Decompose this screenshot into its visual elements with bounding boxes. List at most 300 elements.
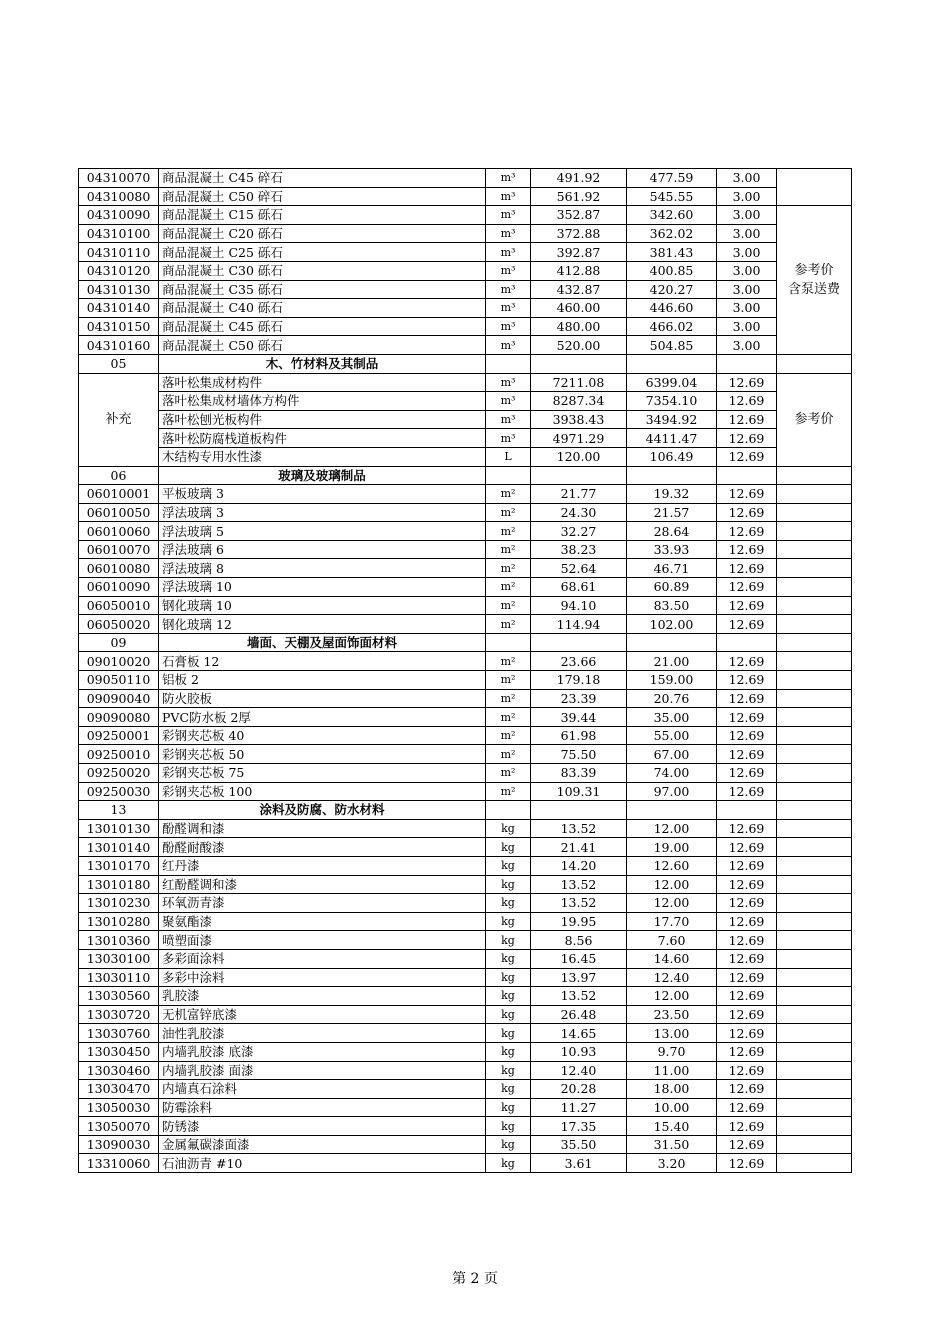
empty-cell [627,801,717,820]
empty-cell [777,1005,852,1024]
item-price-incl-tax: 10.93 [531,1042,627,1061]
empty-cell [777,689,852,708]
item-price-excl-tax: 12.40 [627,968,717,987]
section-code: 09 [79,633,159,652]
table-row [79,856,852,875]
table-row [79,782,852,801]
item-tax-rate: 12.69 [717,1042,777,1061]
table-row [79,652,852,671]
empty-cell [777,1080,852,1099]
price-table [78,168,852,1173]
item-unit: m³ [486,187,531,206]
table-row [79,280,852,299]
item-code: 09250010 [79,745,159,764]
empty-cell [777,522,852,541]
item-tax-rate: 12.69 [717,447,777,466]
empty-cell [777,987,852,1006]
item-name: 内墙乳胶漆 面漆 [159,1061,486,1080]
item-code: 13030720 [79,1005,159,1024]
item-unit: kg [486,1117,531,1136]
item-name: 落叶松防腐栈道板构件 [159,429,486,448]
empty-cell [777,1024,852,1043]
note-line: 参考价 [794,263,834,279]
item-name: 环氧沥青漆 [159,894,486,913]
item-code: 13050070 [79,1117,159,1136]
item-price-excl-tax: 23.50 [627,1005,717,1024]
item-unit: m² [486,522,531,541]
item-tax-rate: 12.69 [717,1080,777,1099]
item-unit: m³ [486,373,531,392]
item-unit: m² [486,764,531,783]
item-name: 喷塑面漆 [159,931,486,950]
item-name: 多彩面涂料 [159,949,486,968]
item-price-incl-tax: 114.94 [531,615,627,634]
item-code: 13010130 [79,819,159,838]
item-price-incl-tax: 52.64 [531,559,627,578]
item-code: 09090080 [79,708,159,727]
empty-cell [531,354,627,373]
item-price-excl-tax: 400.85 [627,261,717,280]
table-row [79,726,852,745]
item-price-incl-tax: 13.52 [531,875,627,894]
item-code: 09050110 [79,671,159,690]
item-name: 商品混凝土 C25 砾石 [159,243,486,262]
item-code: 09010020 [79,652,159,671]
item-code: 06010050 [79,503,159,522]
table-row [79,671,852,690]
empty-cell [486,466,531,485]
item-unit: m³ [486,336,531,355]
item-tax-rate: 12.69 [717,875,777,894]
item-name: 石膏板 12 [159,652,486,671]
item-tax-rate: 12.69 [717,1154,777,1173]
item-code: 04310110 [79,243,159,262]
item-unit: m² [486,596,531,615]
item-code: 13050030 [79,1098,159,1117]
item-price-excl-tax: 7354.10 [627,392,717,411]
table-row [79,540,852,559]
item-tax-rate: 12.69 [717,838,777,857]
item-code: 04310090 [79,206,159,225]
table-row [79,764,852,783]
item-code: 04310070 [79,169,159,188]
item-unit: kg [486,875,531,894]
item-tax-rate: 12.69 [717,410,777,429]
item-name: 防霉涂料 [159,1098,486,1117]
item-unit: kg [486,912,531,931]
item-price-incl-tax: 19.95 [531,912,627,931]
item-code: 04310150 [79,317,159,336]
item-tax-rate: 12.69 [717,1024,777,1043]
table-row [79,1098,852,1117]
empty-cell [717,633,777,652]
item-price-excl-tax: 12.00 [627,819,717,838]
item-name: 酚醛耐酸漆 [159,838,486,857]
item-unit: kg [486,1005,531,1024]
item-price-excl-tax: 159.00 [627,671,717,690]
item-name: 防锈漆 [159,1117,486,1136]
reference-price-note [777,206,852,355]
empty-cell [777,968,852,987]
section-row [79,354,852,373]
item-tax-rate: 12.69 [717,968,777,987]
item-tax-rate: 12.69 [717,485,777,504]
item-unit: m² [486,726,531,745]
item-price-incl-tax: 520.00 [531,336,627,355]
item-unit: m³ [486,410,531,429]
item-name: 落叶松集成材构件 [159,373,486,392]
item-unit: m² [486,782,531,801]
section-title: 玻璃及玻璃制品 [159,466,486,485]
item-unit: kg [486,894,531,913]
empty-cell [777,745,852,764]
item-price-incl-tax: 4971.29 [531,429,627,448]
item-code: 04310120 [79,261,159,280]
item-name: 浮法玻璃 5 [159,522,486,541]
item-price-excl-tax: 12.00 [627,894,717,913]
item-unit: m² [486,652,531,671]
item-price-incl-tax: 23.66 [531,652,627,671]
empty-cell [777,503,852,522]
supplement-label: 补充 [79,373,159,466]
item-tax-rate: 12.69 [717,578,777,597]
item-name: 落叶松刨光板构件 [159,410,486,429]
table-row [79,299,852,318]
empty-cell [486,801,531,820]
item-tax-rate: 12.69 [717,503,777,522]
item-price-excl-tax: 545.55 [627,187,717,206]
item-price-incl-tax: 3.61 [531,1154,627,1173]
item-price-incl-tax: 38.23 [531,540,627,559]
item-tax-rate: 12.69 [717,615,777,634]
empty-cell [777,949,852,968]
item-price-incl-tax: 24.30 [531,503,627,522]
item-price-excl-tax: 342.60 [627,206,717,225]
table-row [79,522,852,541]
item-tax-rate: 12.69 [717,1061,777,1080]
item-unit: L [486,447,531,466]
table-row [79,912,852,931]
empty-cell [531,633,627,652]
item-unit: m³ [486,317,531,336]
empty-cell [777,485,852,504]
item-tax-rate: 12.69 [717,596,777,615]
empty-cell [531,466,627,485]
item-price-incl-tax: 352.87 [531,206,627,225]
empty-cell [627,633,717,652]
item-price-excl-tax: 12.00 [627,987,717,1006]
item-price-incl-tax: 21.41 [531,838,627,857]
item-tax-rate: 12.69 [717,1005,777,1024]
item-tax-rate: 12.69 [717,987,777,1006]
item-name: 商品混凝土 C50 砾石 [159,336,486,355]
item-tax-rate: 12.69 [717,652,777,671]
item-price-excl-tax: 97.00 [627,782,717,801]
item-price-incl-tax: 23.39 [531,689,627,708]
item-name: 红酚醛调和漆 [159,875,486,894]
section-code: 06 [79,466,159,485]
item-price-excl-tax: 381.43 [627,243,717,262]
item-name: 落叶松集成材墙体方构件 [159,392,486,411]
item-tax-rate: 3.00 [717,206,777,225]
item-unit: m² [486,745,531,764]
item-price-incl-tax: 109.31 [531,782,627,801]
item-unit: m² [486,578,531,597]
item-price-excl-tax: 466.02 [627,317,717,336]
item-code: 06010001 [79,485,159,504]
item-code: 13310060 [79,1154,159,1173]
item-code: 13010140 [79,838,159,857]
item-tax-rate: 12.69 [717,559,777,578]
item-price-excl-tax: 15.40 [627,1117,717,1136]
table-row [79,1080,852,1099]
empty-cell [777,838,852,857]
item-code: 13010170 [79,856,159,875]
item-price-excl-tax: 60.89 [627,578,717,597]
item-price-incl-tax: 13.52 [531,987,627,1006]
item-unit: m³ [486,280,531,299]
item-name: 浮法玻璃 10 [159,578,486,597]
item-tax-rate: 3.00 [717,169,777,188]
item-tax-rate: 12.69 [717,1098,777,1117]
empty-cell [777,578,852,597]
item-price-excl-tax: 106.49 [627,447,717,466]
table-row [79,689,852,708]
item-price-excl-tax: 83.50 [627,596,717,615]
item-tax-rate: 12.69 [717,708,777,727]
section-row [79,801,852,820]
item-name: PVC防水板 2厚 [159,708,486,727]
note-cell [777,169,852,206]
section-title: 墙面、天棚及屋面饰面材料 [159,633,486,652]
item-unit: m² [486,708,531,727]
item-price-incl-tax: 12.40 [531,1061,627,1080]
item-price-incl-tax: 8.56 [531,931,627,950]
table-row [79,1024,852,1043]
empty-cell [717,354,777,373]
empty-cell [627,354,717,373]
item-price-incl-tax: 94.10 [531,596,627,615]
empty-cell [717,801,777,820]
item-price-excl-tax: 7.60 [627,931,717,950]
item-name: 商品混凝土 C30 砾石 [159,261,486,280]
item-price-incl-tax: 13.52 [531,894,627,913]
empty-cell [777,856,852,875]
item-tax-rate: 12.69 [717,894,777,913]
item-price-excl-tax: 19.00 [627,838,717,857]
empty-cell [777,354,852,373]
table-row [79,875,852,894]
item-price-incl-tax: 14.20 [531,856,627,875]
item-tax-rate: 3.00 [717,280,777,299]
item-unit: m² [486,485,531,504]
table-row [79,429,852,448]
empty-cell [777,1135,852,1154]
table-row [79,578,852,597]
item-price-incl-tax: 61.98 [531,726,627,745]
item-price-excl-tax: 14.60 [627,949,717,968]
table-row [79,931,852,950]
item-price-incl-tax: 3938.43 [531,410,627,429]
item-price-excl-tax: 3.20 [627,1154,717,1173]
empty-cell [777,912,852,931]
table-row [79,447,852,466]
empty-cell [531,801,627,820]
item-price-excl-tax: 11.00 [627,1061,717,1080]
item-unit: m² [486,671,531,690]
item-unit: m³ [486,261,531,280]
item-price-incl-tax: 83.39 [531,764,627,783]
empty-cell [777,708,852,727]
table-row [79,503,852,522]
item-tax-rate: 12.69 [717,819,777,838]
item-price-excl-tax: 21.00 [627,652,717,671]
item-tax-rate: 3.00 [717,187,777,206]
item-price-excl-tax: 362.02 [627,224,717,243]
item-code: 04310080 [79,187,159,206]
empty-cell [777,671,852,690]
item-unit: m² [486,540,531,559]
table-row [79,187,852,206]
item-code: 13030460 [79,1061,159,1080]
item-name: 彩钢夹芯板 75 [159,764,486,783]
item-unit: kg [486,819,531,838]
table-row [79,336,852,355]
table-row [79,615,852,634]
item-price-excl-tax: 13.00 [627,1024,717,1043]
item-price-excl-tax: 3494.92 [627,410,717,429]
empty-cell [777,540,852,559]
item-price-incl-tax: 39.44 [531,708,627,727]
item-name: 商品混凝土 C35 砾石 [159,280,486,299]
item-code: 13010230 [79,894,159,913]
item-unit: m³ [486,206,531,225]
item-price-incl-tax: 16.45 [531,949,627,968]
item-price-excl-tax: 28.64 [627,522,717,541]
item-code: 13010360 [79,931,159,950]
item-code: 06010070 [79,540,159,559]
item-code: 13030560 [79,987,159,1006]
item-price-excl-tax: 6399.04 [627,373,717,392]
item-code: 06050020 [79,615,159,634]
item-unit: kg [486,1098,531,1117]
empty-cell [777,1042,852,1061]
item-price-incl-tax: 392.87 [531,243,627,262]
table-row [79,838,852,857]
item-name: 浮法玻璃 3 [159,503,486,522]
section-title: 木、竹材料及其制品 [159,354,486,373]
item-name: 聚氨酯漆 [159,912,486,931]
empty-cell [777,819,852,838]
item-tax-rate: 3.00 [717,224,777,243]
item-tax-rate: 12.69 [717,782,777,801]
empty-cell [486,354,531,373]
table-row [79,949,852,968]
item-price-excl-tax: 504.85 [627,336,717,355]
item-price-excl-tax: 420.27 [627,280,717,299]
table-row [79,987,852,1006]
item-name: 商品混凝土 C50 碎石 [159,187,486,206]
empty-cell [777,1117,852,1136]
section-code: 13 [79,801,159,820]
reference-price-note: 参考价 [777,373,852,466]
item-unit: kg [486,1042,531,1061]
item-price-incl-tax: 26.48 [531,1005,627,1024]
item-name: 商品混凝土 C45 砾石 [159,317,486,336]
item-tax-rate: 12.69 [717,745,777,764]
item-price-excl-tax: 102.00 [627,615,717,634]
item-price-incl-tax: 32.27 [531,522,627,541]
item-code: 04310160 [79,336,159,355]
item-price-excl-tax: 12.00 [627,875,717,894]
item-name: 平板玻璃 3 [159,485,486,504]
item-unit: m² [486,503,531,522]
empty-cell [777,466,852,485]
item-price-incl-tax: 13.97 [531,968,627,987]
table-row [79,819,852,838]
item-unit: kg [486,856,531,875]
item-tax-rate: 12.69 [717,1117,777,1136]
table-row [79,1154,852,1173]
note-line: 含泵送费 [787,282,840,298]
item-price-incl-tax: 7211.08 [531,373,627,392]
item-price-excl-tax: 46.71 [627,559,717,578]
item-unit: kg [486,1061,531,1080]
section-title: 涂料及防腐、防水材料 [159,801,486,820]
item-name: 内墙真石涂料 [159,1080,486,1099]
item-price-incl-tax: 8287.34 [531,392,627,411]
table-row [79,1061,852,1080]
item-tax-rate: 12.69 [717,373,777,392]
item-price-incl-tax: 21.77 [531,485,627,504]
item-tax-rate: 3.00 [717,317,777,336]
item-unit: kg [486,1080,531,1099]
empty-cell [777,875,852,894]
item-price-excl-tax: 18.00 [627,1080,717,1099]
item-name: 内墙乳胶漆 底漆 [159,1042,486,1061]
item-name: 多彩中涂料 [159,968,486,987]
item-price-excl-tax: 20.76 [627,689,717,708]
item-price-excl-tax: 67.00 [627,745,717,764]
item-unit: m³ [486,299,531,318]
table-row [79,373,852,392]
table-row [79,968,852,987]
item-unit: kg [486,838,531,857]
empty-cell [777,559,852,578]
item-unit: kg [486,1135,531,1154]
table-row [79,894,852,913]
item-code: 06050010 [79,596,159,615]
item-name: 酚醛调和漆 [159,819,486,838]
table-row [79,392,852,411]
table-row [79,1042,852,1061]
item-code: 13030760 [79,1024,159,1043]
item-unit: kg [486,968,531,987]
empty-cell [777,1154,852,1173]
table-row [79,169,852,188]
item-tax-rate: 12.69 [717,522,777,541]
table-row [79,1135,852,1154]
item-price-incl-tax: 460.00 [531,299,627,318]
item-tax-rate: 12.69 [717,949,777,968]
item-price-incl-tax: 75.50 [531,745,627,764]
empty-cell [777,764,852,783]
item-tax-rate: 12.69 [717,764,777,783]
item-code: 09250001 [79,726,159,745]
item-tax-rate: 12.69 [717,1135,777,1154]
item-price-incl-tax: 11.27 [531,1098,627,1117]
item-price-incl-tax: 412.88 [531,261,627,280]
